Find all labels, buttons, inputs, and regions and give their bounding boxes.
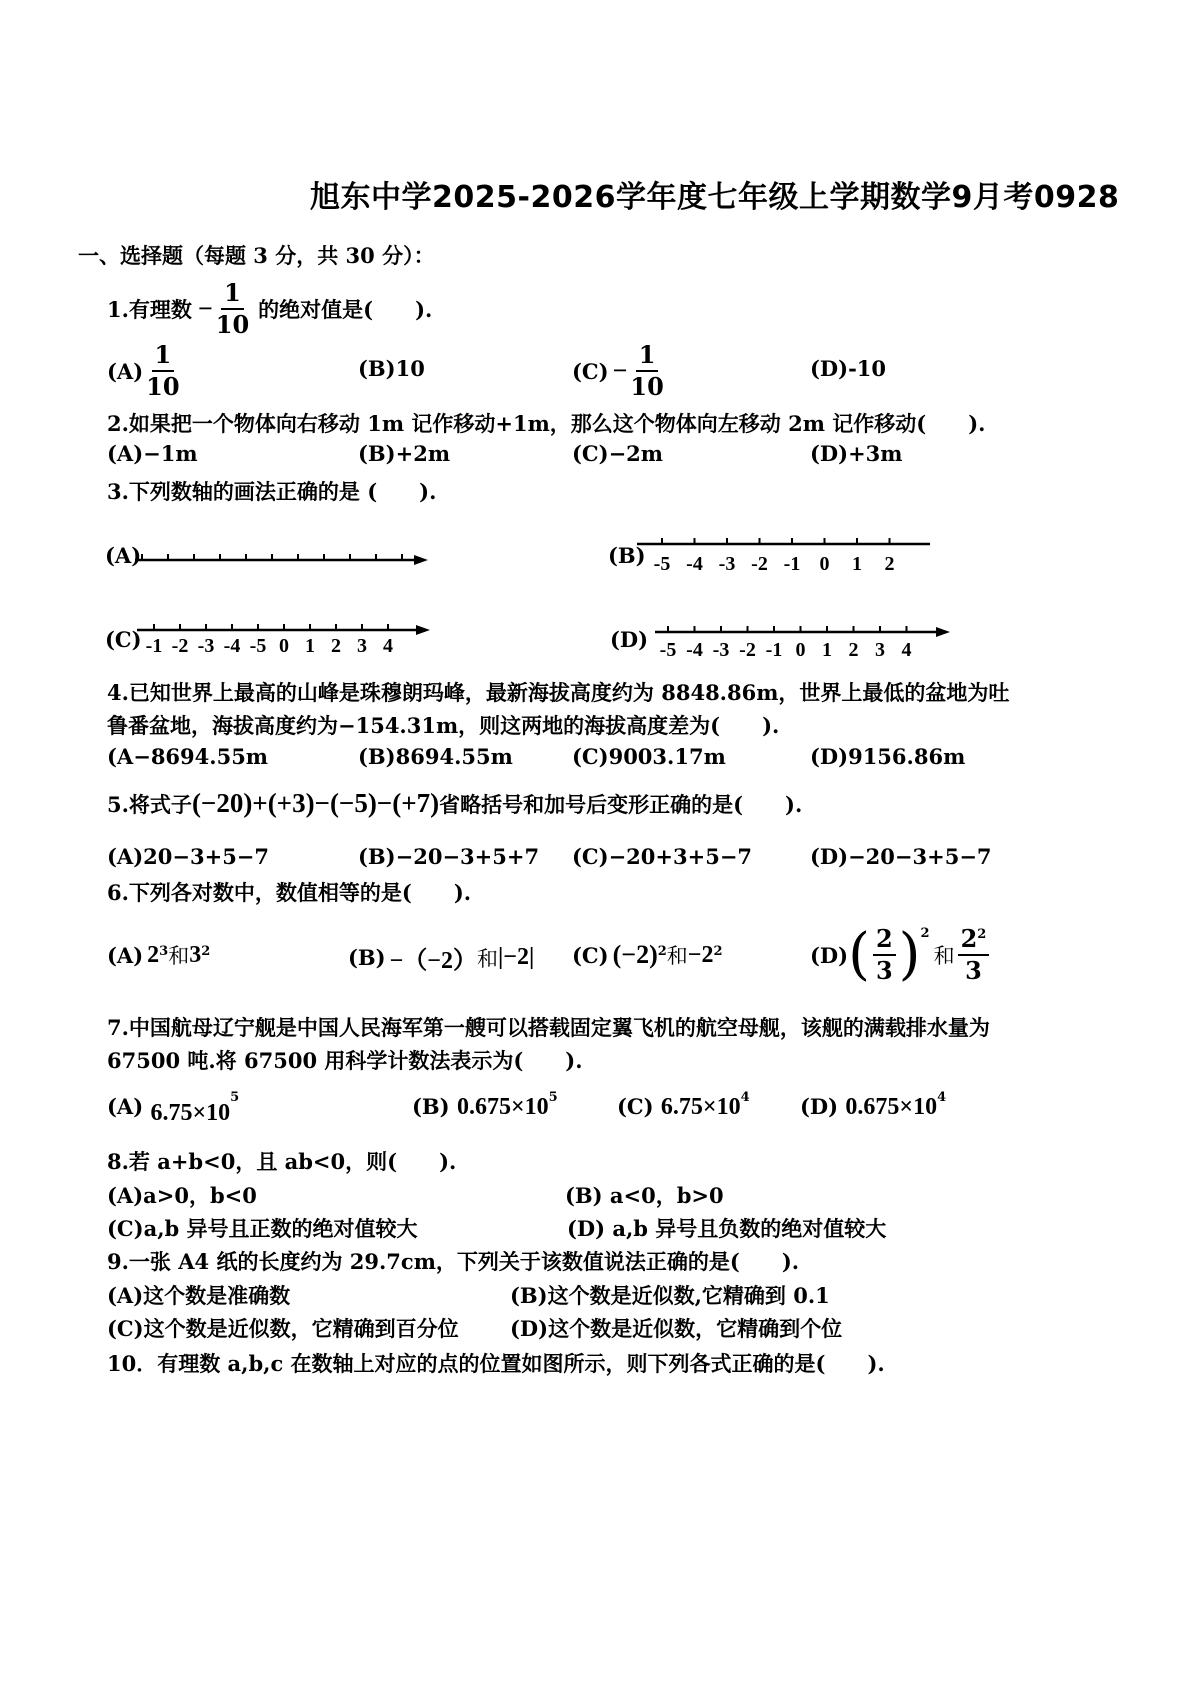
q3-d-tick-label: 1 xyxy=(822,639,832,661)
q8-option-c[interactable]: (C)a,b 异号且正数的绝对值较大 xyxy=(107,1216,418,1241)
q3-option-b[interactable]: (B) xyxy=(608,543,646,568)
q3-b-tick-label: 1 xyxy=(852,553,862,575)
q6-d-fraction2 xyxy=(958,924,990,986)
q3-c-tick-label: -2 xyxy=(171,635,189,657)
q9-option-c[interactable]: (C)这个数是近似数，它精确到百分位 xyxy=(107,1316,459,1341)
q7-c-exp: 4 xyxy=(740,1090,750,1105)
q3-numberline-c xyxy=(132,618,442,668)
q7-c-label: (C) xyxy=(617,1094,654,1119)
q1-option-c[interactable] xyxy=(572,340,667,402)
section-heading: 一、选择题（每题 3 分，共 30 分）： xyxy=(78,243,435,268)
q4-option-d[interactable]: (D)9156.86m xyxy=(810,744,966,769)
q4-option-c[interactable]: (C)9003.17m xyxy=(572,744,726,769)
q7-a-label: (A) xyxy=(107,1094,144,1119)
q6-option-b[interactable] xyxy=(348,940,534,975)
q3-c-tick-label: 3 xyxy=(357,635,367,657)
q7-b-label: (B) xyxy=(412,1094,450,1119)
q2-option-a[interactable]: (A)−1m xyxy=(107,441,198,466)
q1-prefix: 1.有理数 xyxy=(107,297,192,322)
q7-d-label: (D) xyxy=(800,1094,839,1119)
q6-option-c[interactable] xyxy=(572,940,723,970)
q9-option-a[interactable]: (A)这个数是准确数 xyxy=(107,1283,291,1308)
q1-c-num: 1 xyxy=(636,340,659,372)
q3-numberline-b xyxy=(632,534,942,584)
q1-a-label: (A) xyxy=(107,358,144,384)
q3-c-tick-label: 2 xyxy=(331,635,341,657)
q6-c-exp2: 2 xyxy=(713,943,723,959)
q6-d-den2: 3 xyxy=(965,956,982,985)
q6-d-label: (D) xyxy=(810,942,849,968)
q5-option-b[interactable]: (B)−20−3+5+7 xyxy=(358,844,540,869)
q5-prefix: 5.将式子 xyxy=(107,791,192,817)
q1-fraction xyxy=(216,278,249,340)
q7-a-exp: 5 xyxy=(230,1090,240,1105)
q6-c-expr2: −2 xyxy=(687,941,714,968)
q3-d-arrow xyxy=(936,627,950,637)
q7-option-d[interactable] xyxy=(800,1090,947,1121)
q6-d-num2: 2 xyxy=(960,924,978,953)
q6-a-exp2: 2 xyxy=(201,943,211,959)
q7-c-val: 6.75×10 xyxy=(660,1094,741,1120)
question-7-line2: 67500 吨.将 67500 用科学计数法表示为( ). xyxy=(107,1048,583,1073)
question-1 xyxy=(107,278,432,340)
question-3: 3.下列数轴的画法正确的是 ( ). xyxy=(107,479,437,504)
question-9: 9.一张 A4 纸的长度约为 29.7cm，下列关于该数值说法正确的是( ). xyxy=(107,1249,800,1274)
q1-c-fraction xyxy=(630,340,663,402)
q6-a-label: (A) xyxy=(107,942,144,968)
q4-option-a[interactable]: (A−8694.55m xyxy=(107,744,269,769)
q1-c-den: 10 xyxy=(630,372,664,401)
q6-d-den1: 3 xyxy=(875,956,893,985)
question-5 xyxy=(107,788,802,819)
q1-a-den: 10 xyxy=(146,372,180,401)
q7-option-c[interactable] xyxy=(617,1090,750,1121)
q6-b-expr1: −（−2） xyxy=(389,948,477,974)
q6-d-exp: 2 xyxy=(920,925,930,941)
q3-option-c[interactable]: (C) xyxy=(105,627,142,652)
question-4-line1: 4.已知世界上最高的山峰是珠穆朗玛峰，最新海拔高度约为 8848.86m，世界上最低的盆地为吐 xyxy=(107,680,1010,705)
page-title: 旭东中学2025-2026学年度七年级上学期数学9月考0928 xyxy=(310,180,1120,215)
q3-c-tick-label: 0 xyxy=(279,635,289,657)
q3-b-tick-label: 0 xyxy=(819,553,830,575)
q6-b-label: (B) xyxy=(348,945,386,970)
q5-expression: (−20)+(+3)−(−5)−(+7) xyxy=(191,788,440,818)
q1-a-fraction xyxy=(146,340,179,402)
q2-option-c[interactable]: (C)−2m xyxy=(572,441,664,466)
q3-c-tick-label: -3 xyxy=(197,635,215,657)
q9-option-d[interactable]: (D)这个数是近似数，它精确到个位 xyxy=(510,1316,843,1341)
q6-d-num1: 2 xyxy=(873,924,896,956)
q3-c-tick-label: 4 xyxy=(383,635,393,657)
q3-d-tick-label: 2 xyxy=(848,639,859,661)
q3-option-a[interactable]: (A) xyxy=(105,543,142,568)
q3-d-tick-label: -4 xyxy=(686,639,703,661)
question-4-line2: 鲁番盆地，海拔高度约为−154.31m，则这两地的海拔高度差为( ). xyxy=(107,713,780,738)
q6-c-label: (C) xyxy=(572,942,609,968)
q6-c-exp1: 2 xyxy=(657,943,667,959)
q1-a-num: 1 xyxy=(152,340,175,372)
q9-option-b[interactable]: (B)这个数是近似数,它精确到 0.1 xyxy=(510,1283,830,1308)
q3-b-tick-label: -5 xyxy=(653,553,671,575)
q3-b-tick-label: -3 xyxy=(718,553,736,575)
q6-option-a[interactable] xyxy=(107,940,210,970)
q6-a-he: 和 xyxy=(168,944,190,968)
q1-option-a[interactable] xyxy=(107,340,183,402)
q3-c-tick-label: -5 xyxy=(249,635,267,657)
q3-d-tick-label: -1 xyxy=(765,639,783,661)
q1-c-minus: − xyxy=(612,356,628,385)
q7-option-b[interactable] xyxy=(412,1090,558,1121)
q7-a-val: 6.75×10 xyxy=(150,1100,231,1126)
q3-d-tick-label: 4 xyxy=(901,639,912,661)
q4-option-b[interactable]: (B)8694.55m xyxy=(358,744,513,769)
q1-frac-den: 10 xyxy=(215,310,250,339)
q6-d-rparen-icon: ) xyxy=(898,922,921,987)
q8-option-b[interactable]: (B) a<0，b>0 xyxy=(565,1183,724,1208)
q2-option-b[interactable]: (B)+2m xyxy=(358,441,451,466)
q5-option-d[interactable]: (D)−20−3+5−7 xyxy=(810,844,992,869)
q6-b-expr2: |−2| xyxy=(497,944,535,970)
q7-b-exp: 5 xyxy=(548,1090,558,1105)
q3-c-tick-label: -4 xyxy=(223,635,241,657)
q3-a-arrow xyxy=(414,555,428,565)
q7-d-exp: 4 xyxy=(937,1090,947,1105)
question-10: 10．有理数 a,b,c 在数轴上对应的点的位置如图所示，则下列各式正确的是( ). xyxy=(107,1351,885,1376)
q3-c-tick-label: -1 xyxy=(145,635,163,657)
q3-option-d[interactable]: (D) xyxy=(610,627,649,652)
q1-c-label: (C) xyxy=(572,358,609,384)
q5-suffix: 省略括号和加号后变形正确的是( ). xyxy=(439,791,803,817)
q6-d-num2-wrap xyxy=(958,924,990,956)
q5-option-c[interactable]: (C)−20+3+5−7 xyxy=(572,844,753,869)
q8-option-d[interactable]: (D) a,b 异号且负数的绝对值较大 xyxy=(567,1216,887,1241)
q1-option-b[interactable]: (B)10 xyxy=(358,356,425,381)
q5-option-a[interactable]: (A)20−3+5−7 xyxy=(107,844,270,869)
q3-d-tick-label: 0 xyxy=(795,639,806,661)
q3-b-tick-label: 2 xyxy=(884,553,895,575)
q3-d-tick-label: -3 xyxy=(712,639,730,661)
q2-option-d[interactable]: (D)+3m xyxy=(810,441,903,466)
q6-c-he: 和 xyxy=(666,944,688,968)
question-6: 6.下列各对数中，数值相等的是( ). xyxy=(107,880,472,905)
q1-minus: − xyxy=(197,294,213,323)
q6-a-base2: 3 xyxy=(189,941,202,968)
q6-option-d[interactable] xyxy=(810,924,992,986)
q6-d-num2-exp: 2 xyxy=(977,927,987,942)
q1-option-d[interactable]: (D)-10 xyxy=(810,356,887,381)
q7-option-a[interactable] xyxy=(107,1090,240,1126)
q7-d-val: 0.675×10 xyxy=(845,1094,938,1120)
q8-option-a[interactable]: (A)a>0，b<0 xyxy=(107,1183,257,1208)
q6-d-fraction1 xyxy=(873,924,896,986)
q3-numberline-a xyxy=(130,545,440,575)
q3-d-tick-label: -5 xyxy=(659,639,677,661)
q1-frac-num: 1 xyxy=(221,278,244,310)
q7-b-val: 0.675×10 xyxy=(456,1094,549,1120)
q6-a-exp1: 3 xyxy=(159,943,169,959)
q3-numberline-d xyxy=(650,620,960,670)
q3-d-tick-label: 3 xyxy=(875,639,885,661)
q3-d-tick-label: -2 xyxy=(739,639,756,661)
question-2: 2.如果把一个物体向右移动 1m 记作移动+1m，那么这个物体向左移动 2m 记作移动( ). xyxy=(107,411,986,436)
q6-a-base1: 2 xyxy=(147,941,160,968)
q1-suffix: 的绝对值是( ). xyxy=(258,297,433,322)
q3-c-arrow xyxy=(416,625,430,635)
q3-b-tick-label: -2 xyxy=(751,553,768,575)
q6-c-expr1: (−2) xyxy=(612,940,658,969)
q6-d-he: 和 xyxy=(933,944,955,968)
q6-b-he: 和 xyxy=(476,946,498,971)
q3-c-tick-label: 1 xyxy=(305,635,315,657)
question-8: 8.若 a+b<0，且 ab<0，则( ). xyxy=(107,1149,457,1174)
q6-d-lparen-icon: ( xyxy=(848,922,870,987)
question-7-line1: 7.中国航母辽宁舰是中国人民海军第一艘可以搭载固定翼飞机的航空母舰，该舰的满载排水量为 xyxy=(107,1015,990,1040)
q3-b-tick-label: -4 xyxy=(686,553,703,575)
q3-b-tick-label: -1 xyxy=(783,553,801,575)
